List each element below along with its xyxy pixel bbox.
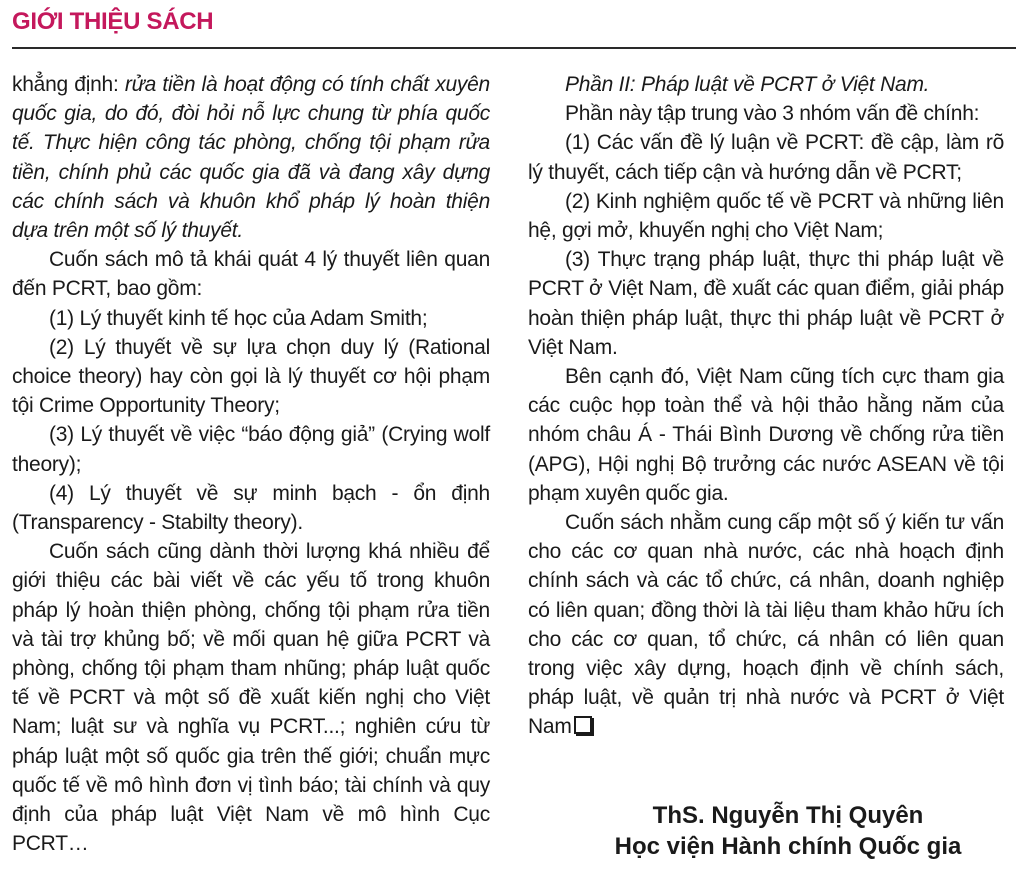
paragraph-theories-overview: Cuốn sách mô tả khái quát 4 lý thuyết liên quan đến PCRT, bao gồm: bbox=[12, 248, 490, 301]
paragraph-issue-groups: Phần này tập trung vào 3 nhóm vấn đề chính: bbox=[565, 102, 980, 126]
author-name: ThS. Nguyễn Thị Quyên bbox=[652, 802, 924, 829]
author-block bbox=[528, 800, 1018, 862]
author-affiliation: Học viện Hành chính Quốc gia bbox=[614, 833, 962, 860]
book-purpose-text: Cuốn sách nhằm cung cấp một số ý kiến tư vấn cho các cơ quan nhà nước, các nhà hoạch định chính sách và các tổ chức, cá nhân, doanh nghiệp có liên quan; đồng thời là tài liệu tham khảo hữu ích cho các cơ quan, tổ chức, cá nhân có liên quan trong việc xây dựng, hoạch định về chính sách, pháp luật, về quản trị nhà nước và PCRT ở Việt Nam bbox=[528, 511, 1004, 739]
issue-item-2: (2) Kinh nghiệm quốc tế về PCRT và những liên hệ, gợi mở, khuyến nghị cho Việt Nam; bbox=[528, 189, 1004, 243]
section-header: GIỚI THIỆU SÁCH bbox=[12, 8, 214, 35]
theory-item-2: (2) Lý thuyết về sự lựa chọn duy lý (Rational choice theory) hay còn gọi là lý thuyết cơ hội phạm tội Crime Opportunity Theory; bbox=[12, 335, 490, 418]
paragraph-book-content: Cuốn sách cũng dành thời lượng khá nhiều để giới thiệu các bài viết về các yếu tố trong khuôn pháp lý hoàn thiện phòng, chống tội phạm rửa tiền và tài trợ khủng bố; về mối quan hệ giữa PCRT và phòng, chống tội phạm tham nhũng; pháp luật quốc tế về PCRT và một số đề xuất kiến nghị cho Việt Nam; luật sư và nghĩa vụ PCRT...; nghiên cứu từ pháp luật một số quốc gia trên thế giới; chuẩn mực quốc tế về mô hình đơn vị tình báo; tài chính và quy định của pháp luật Việt Nam về mô hình Cục PCRT… bbox=[12, 540, 490, 856]
header-divider bbox=[12, 47, 1016, 49]
paragraph-intro bbox=[12, 70, 490, 245]
theory-item-3: (3) Lý thuyết về việc “báo động giả” (Crying wolf theory); bbox=[12, 423, 490, 476]
theory-item-1: (1) Lý thuyết kinh tế học của Adam Smith; bbox=[49, 306, 428, 330]
left-column bbox=[12, 70, 490, 858]
right-column bbox=[528, 70, 1004, 742]
part-two-heading: Phần II: Pháp luật về PCRT ở Việt Nam. bbox=[565, 73, 930, 96]
intro-italic-text: rửa tiền là hoạt động có tính chất xuyên quốc gia, do đó, đòi hỏi nỗ lực chung từ phía quốc tế. Thực hiện công tác phòng, chống tội phạm rửa tiền, chính phủ các quốc gia đã và đang xây dựng các chính sách và khuôn khổ pháp lý hoàn thiện dựa trên một số lý thuyết. bbox=[12, 73, 490, 243]
paragraph-vietnam-participation: Bên cạnh đó, Việt Nam cũng tích cực tham gia các cuộc họp toàn thể và hội thảo hằng năm của nhóm châu Á - Thái Bình Dương về chống rửa tiền (APG), Hội nghị Bộ trưởng các nước ASEAN về tội phạm xuyên quốc gia. bbox=[528, 365, 1004, 505]
paragraph-book-purpose bbox=[528, 508, 1004, 742]
issue-item-1: (1) Các vấn đề lý luận về PCRT: đề cập, làm rõ lý thuyết, cách tiếp cận và hướng dẫn về PCRT; bbox=[528, 131, 1004, 184]
end-of-article-square-icon bbox=[574, 716, 592, 734]
issue-item-3: (3) Thực trạng pháp luật, thực thi pháp luật về PCRT ở Việt Nam, đề xuất các quan điểm, giải pháp hoàn thiện pháp luật, thực thi pháp luật về PCRT ở Việt Nam. bbox=[528, 248, 1004, 359]
theory-item-4: (4) Lý thuyết về sự minh bạch - ổn định (Transparency - Stabilty theory). bbox=[12, 481, 490, 535]
intro-prefix: khẳng định: bbox=[12, 73, 125, 96]
